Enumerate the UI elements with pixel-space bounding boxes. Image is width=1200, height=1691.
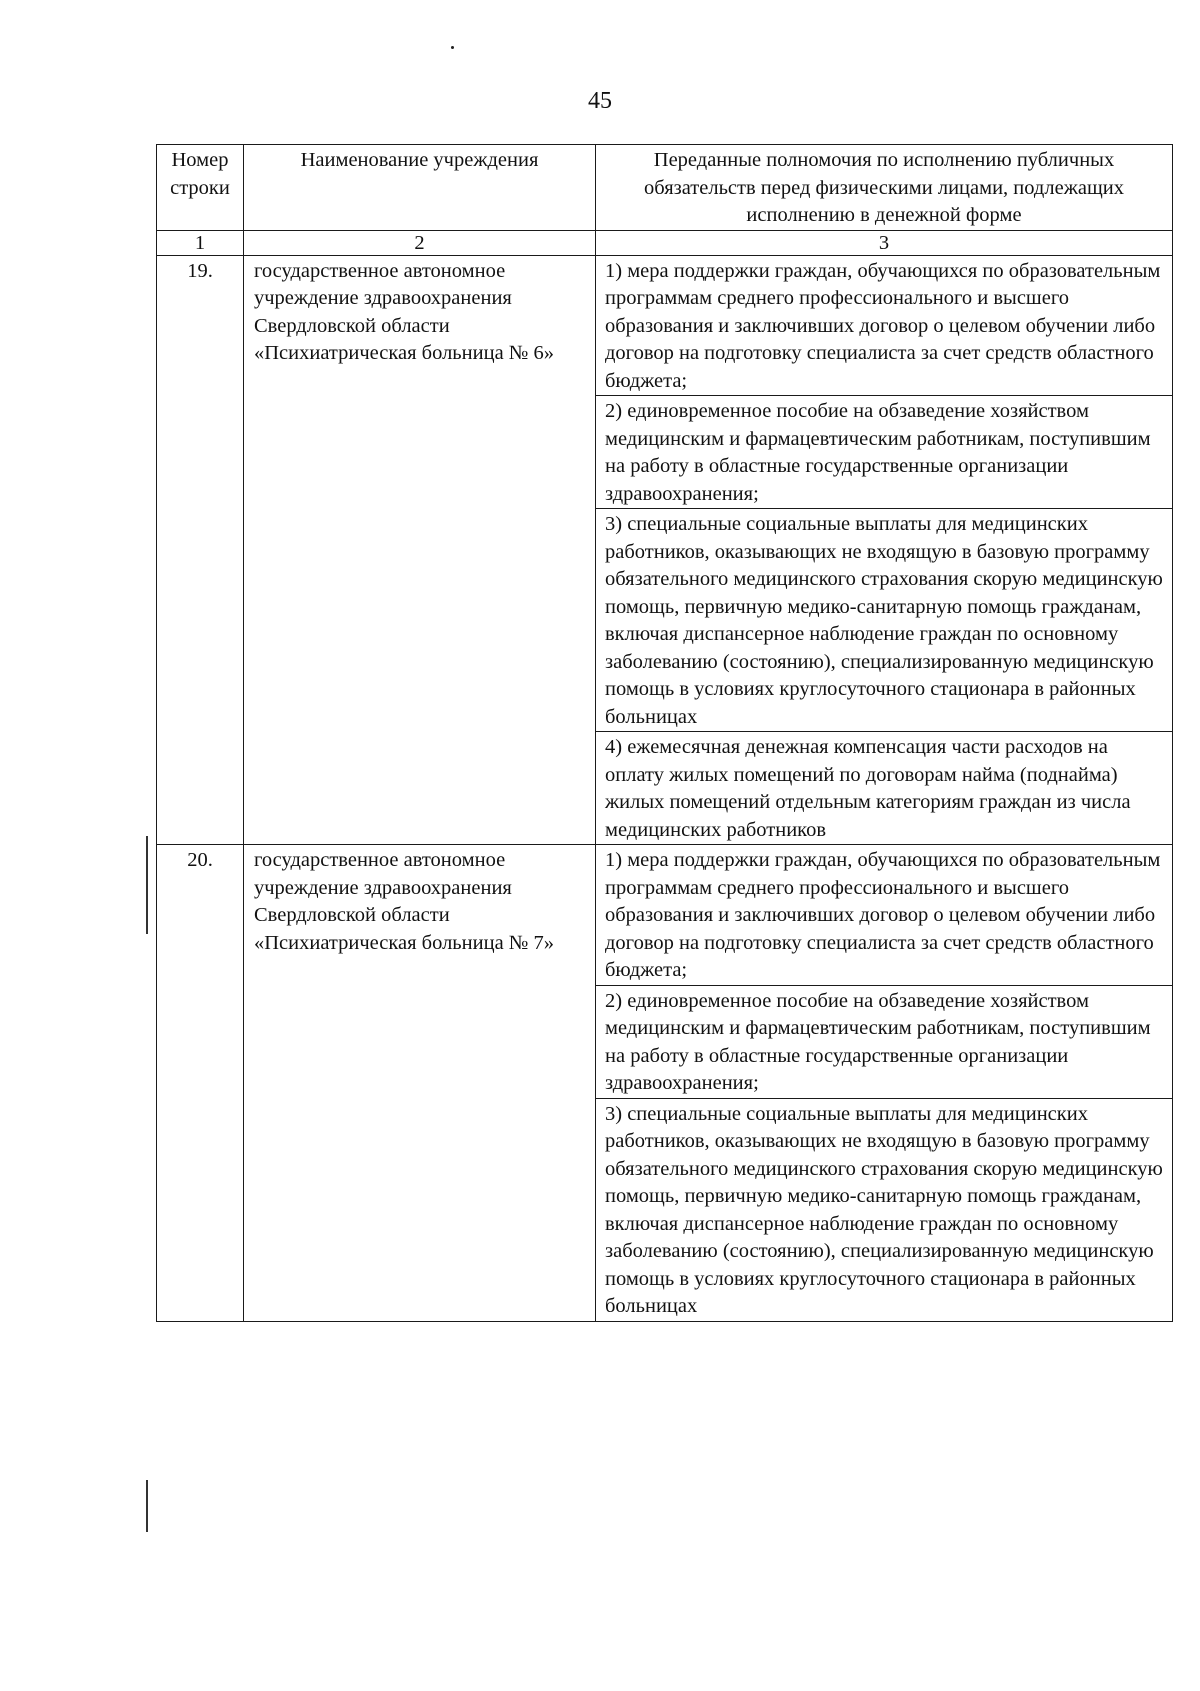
power-item: 3) специальные социальные выплаты для медицинских работников, оказывающих не входящую в базовую программу обязательного медицинского страхования скорую медицинскую помощь, первичную медико-санитарную помощь гражданам, включая диспансерное наблюдение граждан по основному заболеванию (состоянию), специализированную медицинскую помощь в условиях круглосуточного стационара в районных больницах <box>596 1098 1173 1321</box>
row-number: 19. <box>157 255 244 845</box>
header-transferred-powers: Переданные полномочия по исполнению публичных обязательств перед физическими лицами, подлежащих исполнению в денежной форме <box>596 145 1173 231</box>
column-numbers-row <box>157 230 1173 255</box>
power-item: 1) мера поддержки граждан, обучающихся по образовательным программам среднего профессионального и высшего образования и заключивших договор о целевом обучении либо договор на подготовку специалиста за счет средств областного бюджета; <box>596 845 1173 986</box>
table-row <box>157 845 1173 986</box>
left-margin-mark <box>146 836 148 934</box>
row-number: 20. <box>157 845 244 1322</box>
institution-name: государственное автономное учреждение здравоохранения Свердловской области «Психиатрическая больница № 6» <box>244 255 596 845</box>
powers-table <box>156 144 1173 1322</box>
column-number: 3 <box>596 230 1173 255</box>
header-row-number: Номер строки <box>157 145 244 231</box>
table-row <box>157 255 1173 396</box>
page-number: 45 <box>588 88 612 114</box>
power-item: 2) единовременное пособие на обзаведение хозяйством медицинским и фармацевтическим работникам, поступившим на работу в областные государственные организации здравоохранения; <box>596 396 1173 509</box>
left-margin-mark-lower <box>146 1480 148 1532</box>
power-item: 2) единовременное пособие на обзаведение хозяйством медицинским и фармацевтическим работникам, поступившим на работу в областные государственные организации здравоохранения; <box>596 985 1173 1098</box>
power-item: 3) специальные социальные выплаты для медицинских работников, оказывающих не входящую в базовую программу обязательного медицинского страхования скорую медицинскую помощь, первичную медико-санитарную помощь гражданам, включая диспансерное наблюдение граждан по основному заболеванию (состоянию), специализированную медицинскую помощь в условиях круглосуточного стационара в районных больницах <box>596 509 1173 732</box>
scan-dot <box>451 46 454 49</box>
column-number: 2 <box>244 230 596 255</box>
column-number: 1 <box>157 230 244 255</box>
power-item: 1) мера поддержки граждан, обучающихся по образовательным программам среднего профессионального и высшего образования и заключивших договор о целевом обучении либо договор на подготовку специалиста за счет средств областного бюджета; <box>596 255 1173 396</box>
table-header-row <box>157 145 1173 231</box>
institution-name: государственное автономное учреждение здравоохранения Свердловской области «Психиатрическая больница № 7» <box>244 845 596 1322</box>
header-institution-name: Наименование учреждения <box>244 145 596 231</box>
power-item: 4) ежемесячная денежная компенсация части расходов на оплату жилых помещений по договорам найма (поднайма) жилых помещений отдельным категориям граждан из числа медицинских работников <box>596 732 1173 845</box>
